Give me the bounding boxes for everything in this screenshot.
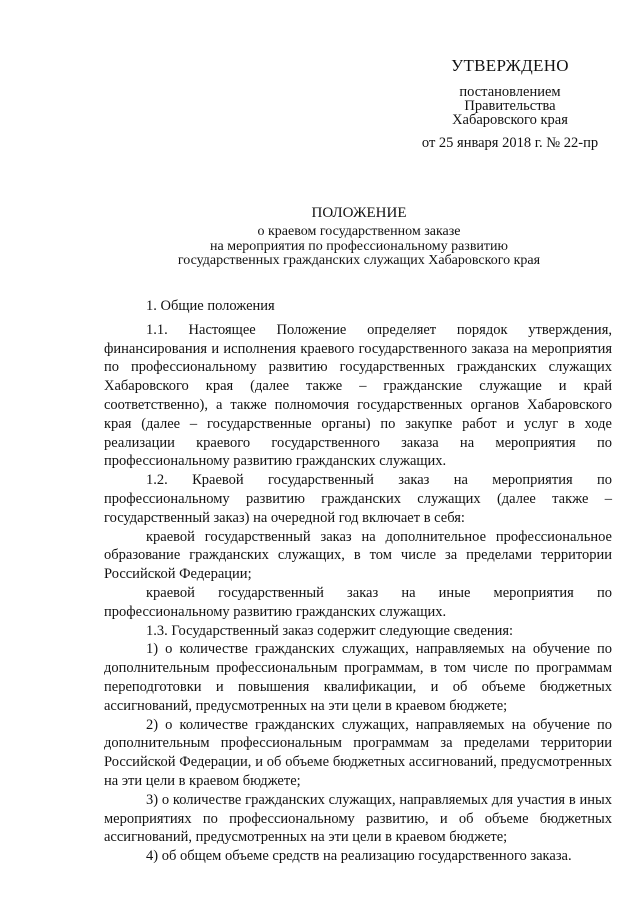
document-title-block bbox=[100, 203, 618, 269]
document-subtitle-line-1: о краевом государственном заказе bbox=[257, 224, 461, 239]
paragraph-1-3-item-1: 1) о количестве гражданских служащих, направляемых на обучение по дополнительным профессиональным программам, в том числе по программам переподготовки и повышения квалификации, и об объеме бюджетных ассигнований, предусмотренных на эти цели в краевом бюджете; bbox=[104, 641, 612, 714]
paragraph-1-3-item-2: 2) о количестве гражданских служащих, направляемых на обучение по дополнительным профессиональным программам за пределами территории Российской Федерации, и об объеме бюджетных ассигнований, предусмотренных на эти цели в краевом бюджете; bbox=[104, 716, 612, 789]
document-title: ПОЛОЖЕНИЕ bbox=[311, 205, 407, 221]
approval-heading: УТВЕРЖДЕНО bbox=[451, 56, 569, 75]
paragraph-1-2-item-a: краевой государственный заказ на дополнительное профессиональное образование гражданских служащих, в том числе за пределами территории Российской Федерации; bbox=[104, 528, 612, 583]
approval-block bbox=[400, 56, 620, 151]
document-subtitle-line-2: на мероприятия по профессиональному развитию bbox=[210, 238, 508, 254]
approval-resolution-line: постановлением bbox=[459, 84, 561, 100]
paragraph-1-3-item-4: 4) об общем объеме средств на реализацию государственного заказа. bbox=[146, 848, 572, 865]
section-heading: 1. Общие положения bbox=[146, 298, 275, 314]
paragraph-1-3-item-3: 3) о количестве гражданских служащих, направляемых для участия в иных мероприятиях по профессиональному развитию, и об объеме бюджетных ассигнований, предусмотренных на эти цели в краевом бюджете; bbox=[104, 791, 612, 846]
document-body bbox=[104, 297, 612, 866]
paragraph-1-2-item-b: краевой государственный заказ на иные мероприятия по профессиональному развитию гражданских служащих. bbox=[104, 584, 612, 620]
paragraph-1-1: 1.1. Настоящее Положение определяет порядок утверждения, финансирования и исполнения краевого государственного заказа на мероприятия по профессиональному развитию государственных гражданских служащих Хабаровского края (далее также – гражданские служащие и край соответственно), а также полномочия государственных органов Хабаровского края (далее – государственные органы) по закупке работ и услуг в ходе реализации краевого государственного заказа на мероприятия по профессиональному развитию гражданских служащих. bbox=[104, 321, 612, 470]
approval-region-line: Хабаровского края bbox=[452, 112, 568, 128]
approval-date: от 25 января 2018 г. № 22-пр bbox=[421, 135, 599, 151]
approval-government-line: Правительства bbox=[464, 98, 556, 114]
paragraph-1-2: 1.2. Краевой государственный заказ на мероприятия по профессиональному развитию гражданских служащих (далее также – государственный заказ) на очередной год включает в себя: bbox=[104, 472, 612, 526]
document-subtitle-line-3: государственных гражданских служащих Хабаровского края bbox=[177, 253, 541, 268]
paragraph-1-3: 1.3. Государственный заказ содержит следующие сведения: bbox=[146, 622, 514, 639]
